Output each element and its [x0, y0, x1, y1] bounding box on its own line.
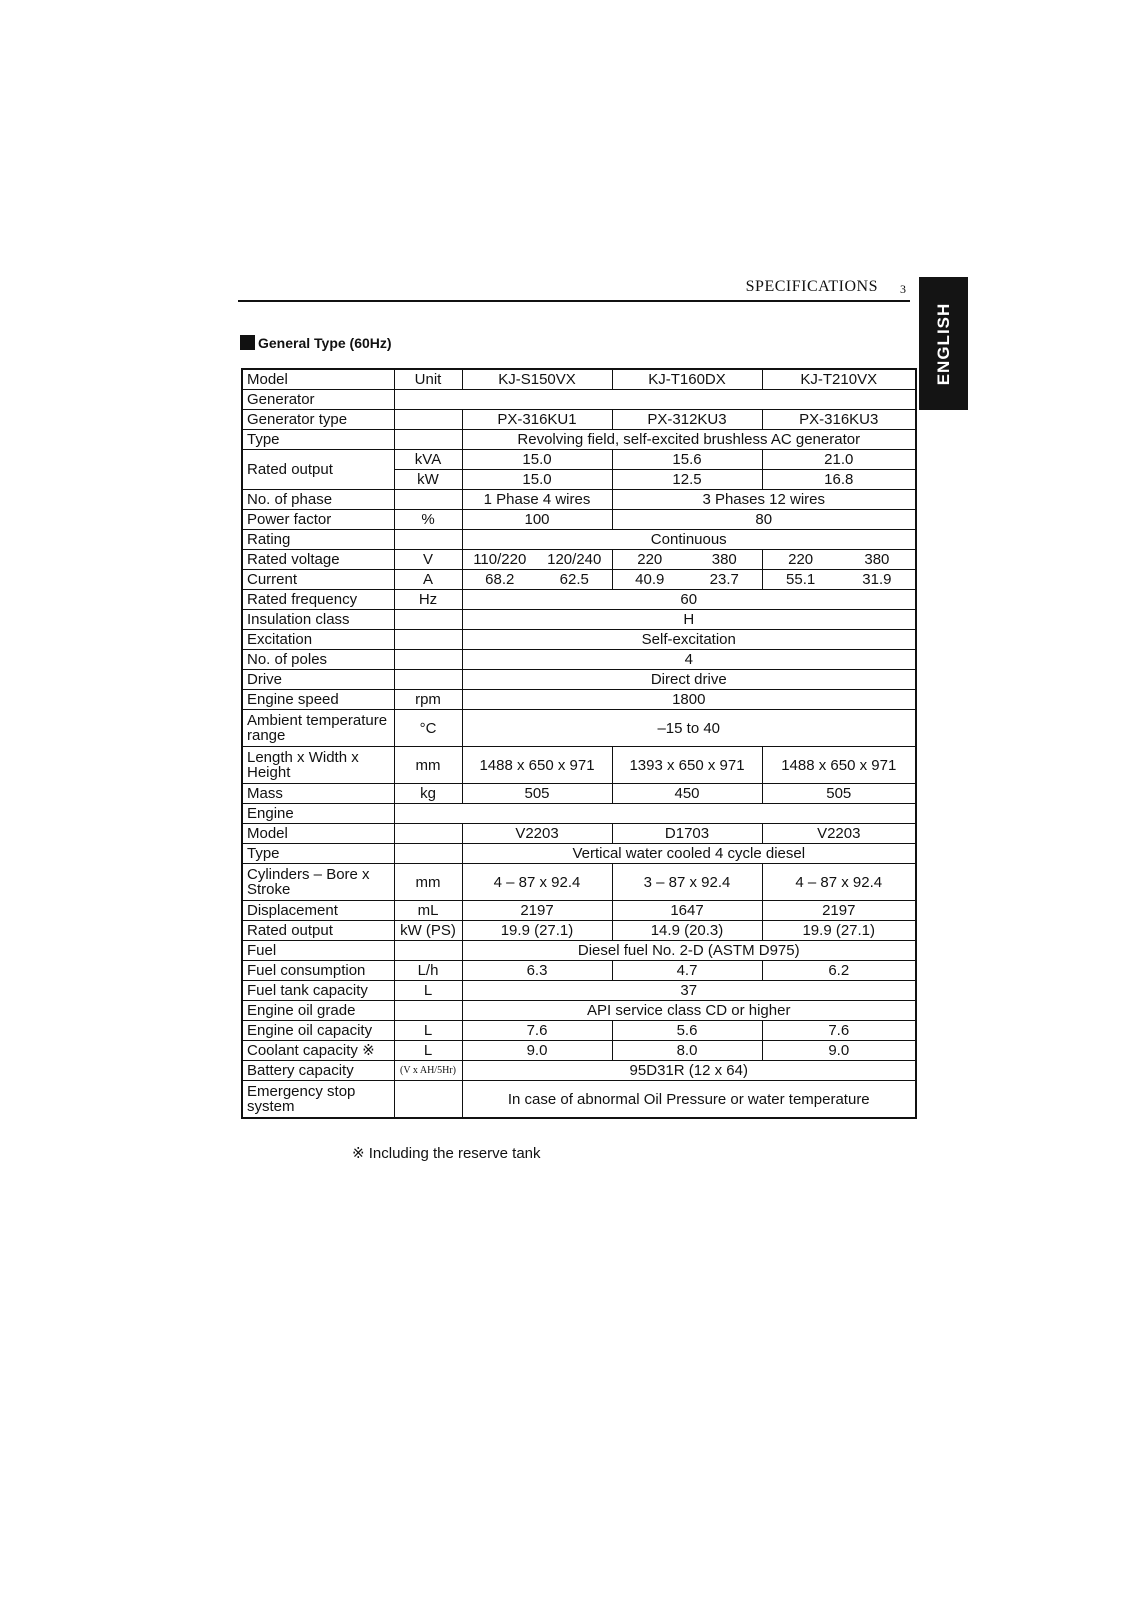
value-cell: [462, 550, 612, 570]
value-cell: D1703: [612, 824, 762, 844]
table-row: [242, 510, 916, 530]
unit-cell: mL: [394, 901, 462, 921]
value-part: 62.5: [559, 571, 589, 588]
row-label: Fuel: [242, 941, 394, 961]
value-cell: Diesel fuel No. 2-D (ASTM D975): [462, 941, 916, 961]
value-cell: [612, 550, 762, 570]
row-label: Length x Width x Height: [242, 747, 394, 784]
unit-cell: [394, 941, 462, 961]
value-part: 380: [711, 551, 737, 568]
unit-cell: kW: [394, 470, 462, 490]
row-label: Drive: [242, 670, 394, 690]
unit-cell: mm: [394, 864, 462, 901]
table-row: [242, 410, 916, 430]
unit-cell: [394, 630, 462, 650]
row-label: Rated output: [242, 921, 394, 941]
value-cell: PX-316KU1: [462, 410, 612, 430]
row-label: Coolant capacity ※: [242, 1041, 394, 1061]
row-label: No. of phase: [242, 490, 394, 510]
footnote: ※ Including the reserve tank: [352, 1145, 541, 1162]
row-label: Displacement: [242, 901, 394, 921]
unit-cell: [394, 1081, 462, 1119]
value-part: 68.2: [485, 571, 515, 588]
unit-cell: kVA: [394, 450, 462, 470]
unit-cell: [394, 824, 462, 844]
column-header: KJ-S150VX: [462, 369, 612, 390]
value-cell: 9.0: [462, 1041, 612, 1061]
column-header: KJ-T160DX: [612, 369, 762, 390]
row-label: Ambient temperature range: [242, 710, 394, 747]
table-row: [242, 590, 916, 610]
value-cell: V2203: [762, 824, 916, 844]
value-cell: 1800: [462, 690, 916, 710]
value-cell: 16.8: [762, 470, 916, 490]
value-cell: 1647: [612, 901, 762, 921]
value-part: 220: [788, 551, 814, 568]
unit-cell: rpm: [394, 690, 462, 710]
value-cell: 6.2: [762, 961, 916, 981]
unit-cell: L: [394, 1021, 462, 1041]
value-part: 40.9: [635, 571, 665, 588]
value-cell: 450: [612, 784, 762, 804]
unit-cell: (V x AH/5Hr): [394, 1061, 462, 1081]
section-heading: [240, 334, 392, 351]
table-row: [242, 690, 916, 710]
value-cell: Vertical water cooled 4 cycle diesel: [462, 844, 916, 864]
value-part: 110/220: [473, 551, 527, 568]
table-row: [242, 430, 916, 450]
value-cell: Direct drive: [462, 670, 916, 690]
unit-cell: [394, 844, 462, 864]
table-row: [242, 1061, 916, 1081]
square-bullet-icon: [240, 335, 255, 350]
value-cell: Self-excitation: [462, 630, 916, 650]
row-label: Rated output: [242, 450, 394, 490]
row-label: Battery capacity: [242, 1061, 394, 1081]
row-label: Fuel tank capacity: [242, 981, 394, 1001]
table-row: [242, 369, 916, 390]
unit-cell: V: [394, 550, 462, 570]
unit-cell: L: [394, 1041, 462, 1061]
value-cell: [762, 570, 916, 590]
language-tab: [919, 277, 968, 410]
table-row: [242, 390, 916, 410]
value-cell: PX-312KU3: [612, 410, 762, 430]
table-row: [242, 1041, 916, 1061]
table-row: [242, 784, 916, 804]
value-cell: 7.6: [462, 1021, 612, 1041]
spec-table: [241, 368, 917, 1119]
value-part: 120/240: [547, 551, 602, 568]
value-cell: 100: [462, 510, 612, 530]
value-cell: 9.0: [762, 1041, 916, 1061]
table-row: [242, 901, 916, 921]
page-header-title: SPECIFICATIONS: [745, 278, 878, 295]
value-cell: In case of abnormal Oil Pressure or water temperature: [462, 1081, 916, 1119]
unit-cell: [394, 610, 462, 630]
value-part: 31.9: [862, 571, 892, 588]
value-cell: [762, 550, 916, 570]
unit-cell: [394, 410, 462, 430]
value-cell: 1488 x 650 x 971: [762, 747, 916, 784]
row-label: Engine oil capacity: [242, 1021, 394, 1041]
table-row: [242, 844, 916, 864]
value-cell: 6.3: [462, 961, 612, 981]
value-cell: 4.7: [612, 961, 762, 981]
empty-cell: [394, 804, 916, 824]
value-cell: 8.0: [612, 1041, 762, 1061]
unit-cell: kg: [394, 784, 462, 804]
unit-cell: A: [394, 570, 462, 590]
value-cell: PX-316KU3: [762, 410, 916, 430]
row-label: No. of poles: [242, 650, 394, 670]
table-row: [242, 530, 916, 550]
unit-cell: L/h: [394, 961, 462, 981]
unit-cell: °C: [394, 710, 462, 747]
value-cell: 95D31R (12 x 64): [462, 1061, 916, 1081]
table-row: [242, 650, 916, 670]
table-row: [242, 1081, 916, 1119]
section-heading-text: General Type (60Hz): [258, 334, 392, 351]
value-cell: 19.9 (27.1): [762, 921, 916, 941]
table-row: [242, 747, 916, 784]
row-label: Fuel consumption: [242, 961, 394, 981]
value-cell: [612, 570, 762, 590]
row-label: Emergency stop system: [242, 1081, 394, 1119]
value-cell: 505: [462, 784, 612, 804]
unit-cell: %: [394, 510, 462, 530]
value-cell: [462, 570, 612, 590]
value-part: 23.7: [709, 571, 739, 588]
value-part: 380: [864, 551, 890, 568]
unit-cell: [394, 530, 462, 550]
row-label: Mass: [242, 784, 394, 804]
value-cell: 1393 x 650 x 971: [612, 747, 762, 784]
column-header: Unit: [394, 369, 462, 390]
table-row: [242, 824, 916, 844]
table-row: [242, 1001, 916, 1021]
table-row: [242, 490, 916, 510]
unit-cell: [394, 650, 462, 670]
value-cell: 80: [612, 510, 916, 530]
value-cell: 21.0: [762, 450, 916, 470]
unit-cell: Hz: [394, 590, 462, 610]
language-tab-label: ENGLISH: [933, 302, 953, 385]
unit-cell: [394, 430, 462, 450]
unit-cell: [394, 490, 462, 510]
value-cell: 2197: [762, 901, 916, 921]
row-label: Type: [242, 844, 394, 864]
row-label: Model: [242, 824, 394, 844]
table-row: [242, 804, 916, 824]
value-cell: 12.5: [612, 470, 762, 490]
value-cell: 37: [462, 981, 916, 1001]
value-cell: 15.0: [462, 470, 612, 490]
row-label: Current: [242, 570, 394, 590]
unit-cell: kW (PS): [394, 921, 462, 941]
value-cell: 2197: [462, 901, 612, 921]
value-cell: 14.9 (20.3): [612, 921, 762, 941]
value-cell: 1488 x 650 x 971: [462, 747, 612, 784]
table-row: [242, 570, 916, 590]
table-row: [242, 921, 916, 941]
unit-cell: [394, 670, 462, 690]
row-label: Cylinders – Bore x Stroke: [242, 864, 394, 901]
value-cell: 15.6: [612, 450, 762, 470]
table-row: [242, 1021, 916, 1041]
row-label: Insulation class: [242, 610, 394, 630]
value-cell: API service class CD or higher: [462, 1001, 916, 1021]
section-label: Engine: [242, 804, 394, 824]
value-cell: 4 – 87 x 92.4: [762, 864, 916, 901]
column-header: Model: [242, 369, 394, 390]
row-label: Excitation: [242, 630, 394, 650]
row-label: Engine oil grade: [242, 1001, 394, 1021]
row-label: Rated frequency: [242, 590, 394, 610]
value-cell: Revolving field, self-excited brushless AC generator: [462, 430, 916, 450]
value-cell: 5.6: [612, 1021, 762, 1041]
row-label: Power factor: [242, 510, 394, 530]
value-cell: 19.9 (27.1): [462, 921, 612, 941]
value-cell: 4: [462, 650, 916, 670]
value-cell: 505: [762, 784, 916, 804]
page-number: 3: [900, 282, 906, 296]
table-row: [242, 981, 916, 1001]
value-cell: –15 to 40: [462, 710, 916, 747]
value-cell: 7.6: [762, 1021, 916, 1041]
table-row: [242, 710, 916, 747]
unit-cell: mm: [394, 747, 462, 784]
column-header: KJ-T210VX: [762, 369, 916, 390]
table-row: [242, 941, 916, 961]
value-cell: 3 Phases 12 wires: [612, 490, 916, 510]
table-row: [242, 864, 916, 901]
table-row: [242, 670, 916, 690]
value-cell: 3 – 87 x 92.4: [612, 864, 762, 901]
row-label: Rated voltage: [242, 550, 394, 570]
table-row: [242, 961, 916, 981]
row-label: Generator type: [242, 410, 394, 430]
value-cell: 60: [462, 590, 916, 610]
value-part: 55.1: [786, 571, 816, 588]
empty-cell: [394, 390, 916, 410]
value-cell: 15.0: [462, 450, 612, 470]
value-cell: V2203: [462, 824, 612, 844]
value-cell: 1 Phase 4 wires: [462, 490, 612, 510]
header-rule: [238, 300, 910, 302]
value-cell: H: [462, 610, 916, 630]
value-part: 220: [637, 551, 663, 568]
value-cell: 4 – 87 x 92.4: [462, 864, 612, 901]
table-row: [242, 450, 916, 470]
section-label: Generator: [242, 390, 394, 410]
table-row: [242, 550, 916, 570]
row-label: Engine speed: [242, 690, 394, 710]
row-label: Type: [242, 430, 394, 450]
table-row: [242, 610, 916, 630]
value-cell: Continuous: [462, 530, 916, 550]
unit-cell: [394, 1001, 462, 1021]
table-row: [242, 630, 916, 650]
unit-cell: L: [394, 981, 462, 1001]
row-label: Rating: [242, 530, 394, 550]
